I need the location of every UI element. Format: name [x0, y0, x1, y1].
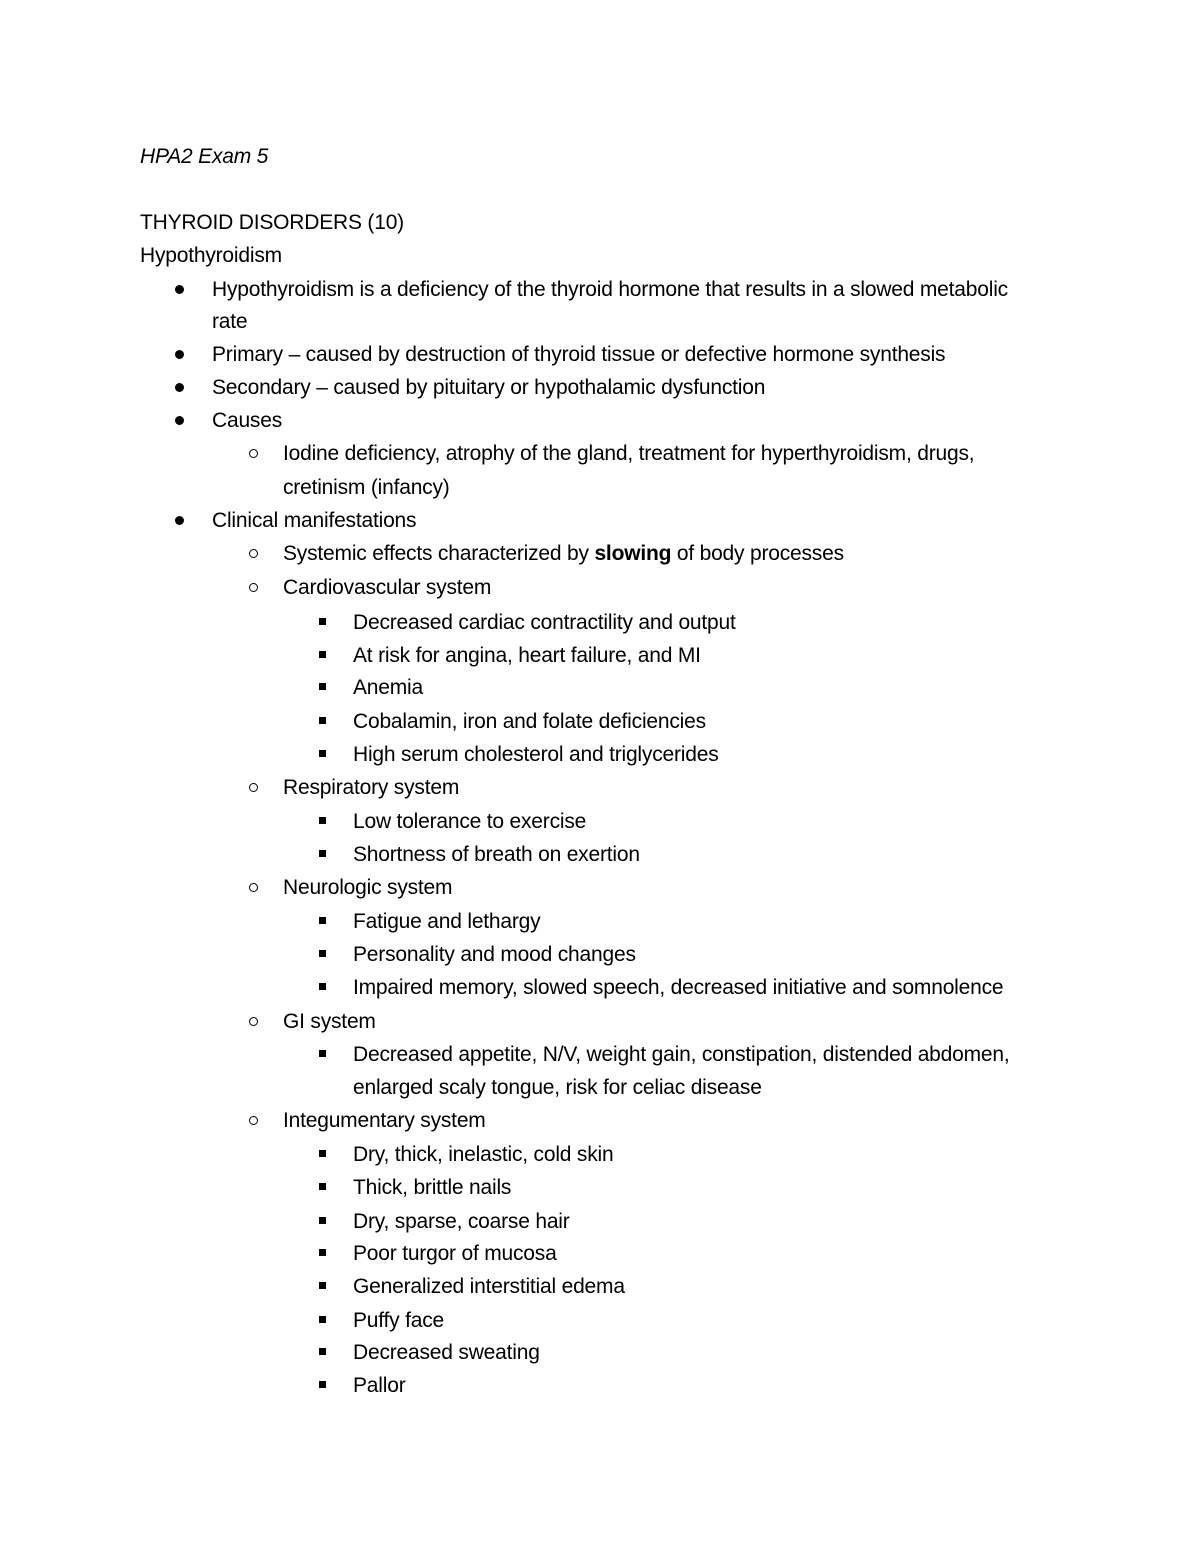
bullet-dot	[175, 416, 184, 425]
bullet-square	[319, 1183, 326, 1190]
bullet-square	[319, 1282, 326, 1289]
document-title: HPA2 Exam 5	[140, 145, 269, 168]
neuro-label: Neurologic system	[283, 876, 453, 899]
gi-item-line-1: Decreased appetite, N/V, weight gain, constipation, distended abdomen,	[353, 1043, 1010, 1066]
bullet-circle	[249, 883, 258, 892]
cardio-item: Decreased cardiac contractility and output	[353, 611, 736, 634]
systemic-post: of body processes	[671, 542, 844, 565]
bullet-circle	[249, 549, 258, 558]
bullet-dot	[175, 516, 184, 525]
resp-item: Shortness of breath on exertion	[353, 843, 640, 866]
integ-item: Dry, sparse, coarse hair	[353, 1210, 570, 1233]
bullet-dot	[175, 350, 184, 359]
bullet-circle	[249, 449, 258, 458]
definition-line-2: rate	[212, 310, 248, 333]
bullet-square	[319, 750, 326, 757]
bullet-circle	[249, 783, 258, 792]
bullet-square	[319, 1150, 326, 1157]
bullet-square	[319, 1050, 326, 1057]
integ-item: Poor turgor of mucosa	[353, 1242, 557, 1265]
bullet-square	[319, 950, 326, 957]
section-heading: THYROID DISORDERS (10)	[140, 211, 404, 234]
systemic-pre: Systemic effects characterized by	[283, 542, 595, 565]
causes-label: Causes	[212, 409, 283, 432]
bullet-square	[319, 618, 326, 625]
bullet-square	[319, 917, 326, 924]
bullet-circle	[249, 583, 258, 592]
neuro-item: Fatigue and lethargy	[353, 910, 541, 933]
cardio-label: Cardiovascular system	[283, 576, 492, 599]
bullet-square	[319, 850, 326, 857]
causes-item-line-1: Iodine deficiency, atrophy of the gland, treatment for hyperthyroidism, drugs,	[283, 442, 975, 465]
subheading: Hypothyroidism	[140, 244, 282, 267]
integ-item: Dry, thick, inelastic, cold skin	[353, 1143, 614, 1166]
bullet-square	[319, 717, 326, 724]
bullet-square	[319, 1381, 326, 1388]
bullet-square	[319, 683, 326, 690]
secondary-text: Secondary – caused by pituitary or hypothalamic dysfunction	[212, 376, 766, 399]
bullet-circle	[249, 1017, 258, 1026]
integ-item: Thick, brittle nails	[353, 1176, 512, 1199]
bullet-square	[319, 1316, 326, 1323]
bullet-square	[319, 817, 326, 824]
bullet-dot	[175, 383, 184, 392]
cardio-item: High serum cholesterol and triglycerides	[353, 743, 719, 766]
resp-item: Low tolerance to exercise	[353, 810, 587, 833]
gi-item-line-2: enlarged scaly tongue, risk for celiac disease	[353, 1076, 762, 1099]
neuro-item: Impaired memory, slowed speech, decreased initiative and somnolence	[353, 976, 1004, 999]
bullet-dot	[175, 285, 184, 294]
definition-line-1: Hypothyroidism is a deficiency of the thyroid hormone that results in a slowed metabolic	[212, 278, 1008, 301]
integ-item: Generalized interstitial edema	[353, 1275, 625, 1298]
primary-text: Primary – caused by destruction of thyroid tissue or defective hormone synthesis	[212, 343, 946, 366]
causes-item-line-2: cretinism (infancy)	[283, 476, 450, 499]
bullet-square	[319, 1249, 326, 1256]
resp-label: Respiratory system	[283, 776, 460, 799]
bullet-square	[319, 1348, 326, 1355]
neuro-item: Personality and mood changes	[353, 943, 636, 966]
bullet-square	[319, 1217, 326, 1224]
integ-item: Pallor	[353, 1374, 406, 1397]
cardio-item: Anemia	[353, 676, 424, 699]
integ-item: Decreased sweating	[353, 1341, 540, 1364]
cardio-item: Cobalamin, iron and folate deficiencies	[353, 710, 706, 733]
integ-item: Puffy face	[353, 1309, 445, 1332]
bullet-square	[319, 983, 326, 990]
systemic-bold: slowing	[594, 542, 672, 565]
cardio-item: At risk for angina, heart failure, and MI	[353, 644, 701, 667]
clinical-label: Clinical manifestations	[212, 509, 417, 532]
gi-label: GI system	[283, 1010, 376, 1033]
bullet-circle	[249, 1116, 258, 1125]
bullet-square	[319, 651, 326, 658]
systemic-effects	[283, 540, 844, 568]
integ-label: Integumentary system	[283, 1109, 486, 1132]
